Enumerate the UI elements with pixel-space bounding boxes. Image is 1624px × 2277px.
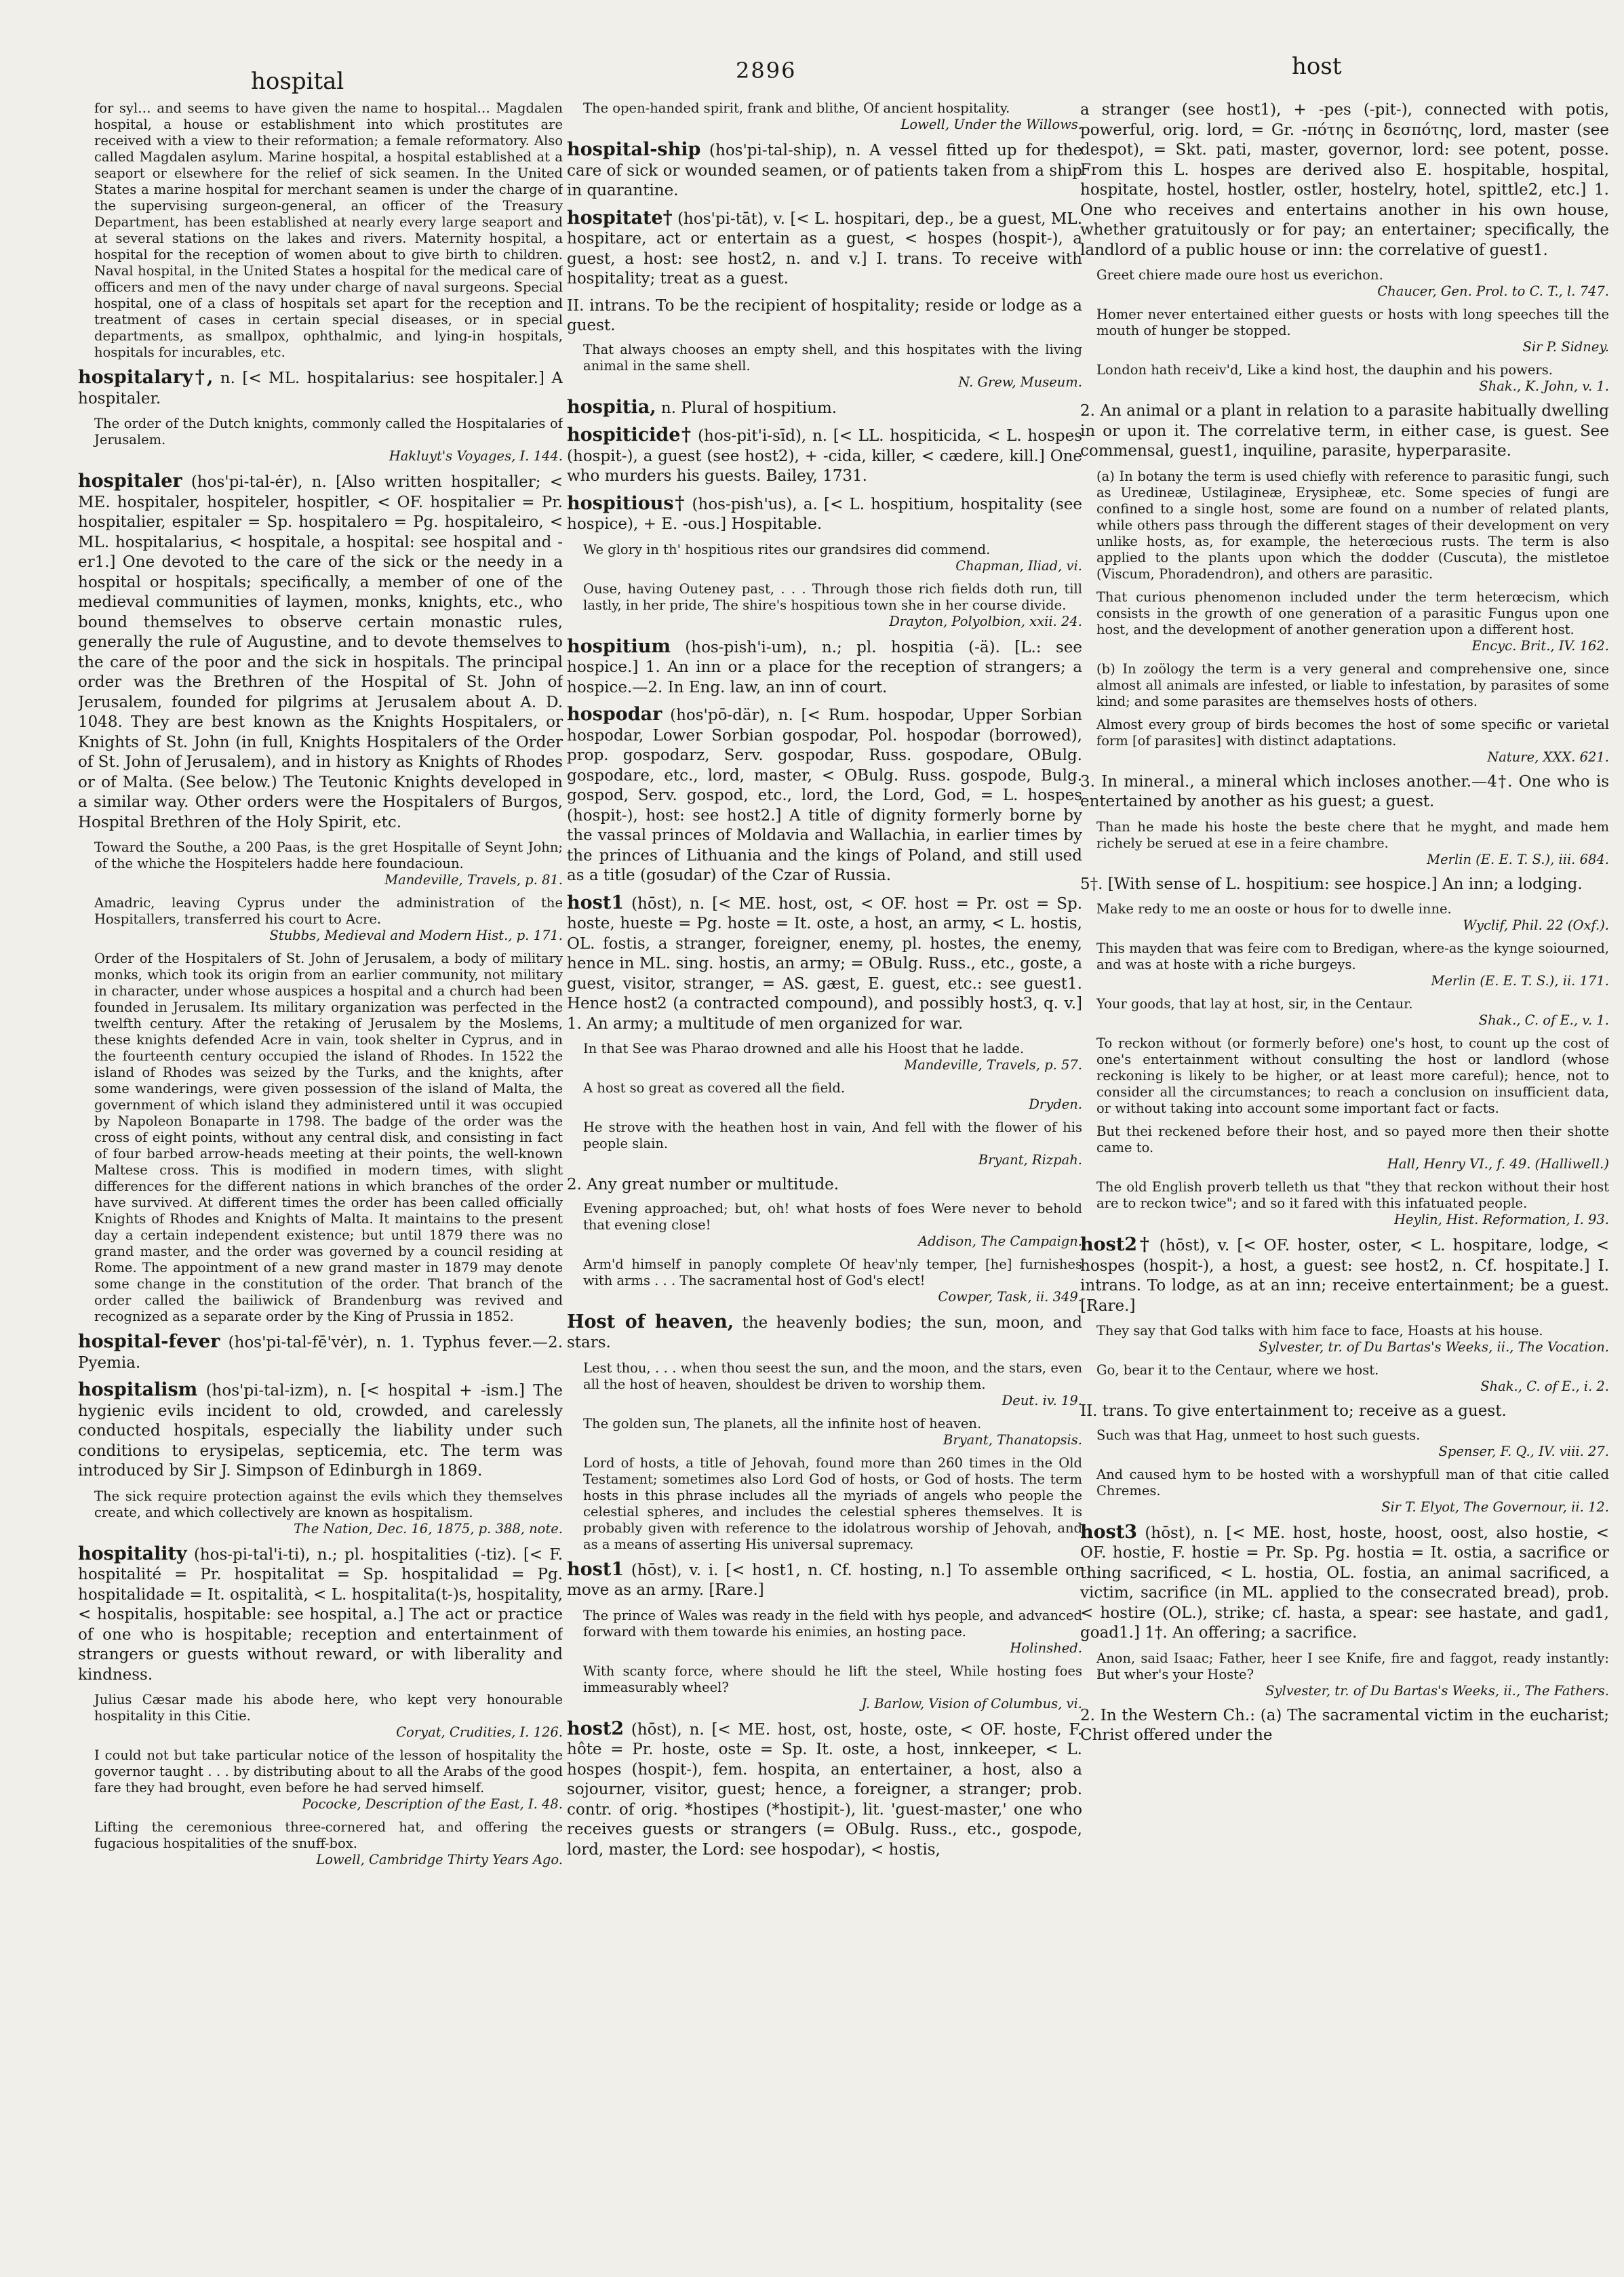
definition-text: n. [< ML. hospitalarius: see hospitaler.] A hospitaler. — [78, 370, 563, 408]
dictionary-entry — [567, 1312, 1082, 1353]
citation-quote — [1096, 362, 1609, 395]
quote-text: Toward the Southe, a 200 Paas, is the gret Hospitalle of Seynt John; of the whiche the Hospitelers hadde here foundacioun. — [94, 839, 563, 871]
citation-quote — [1096, 1124, 1609, 1172]
quote-text: Lifting the ceremonious three-cornered hat, and offering the fugacious hospitalities of the snuff-box. — [94, 1819, 563, 1851]
quote-text: The golden sun, The planets, all the infinite host of heaven. — [583, 1415, 982, 1431]
quote-text: Your goods, that lay at host, sir, in the Centaur. — [1096, 996, 1413, 1012]
quote-text: To reckon without (or formerly before) one's host, to count up the cost of one's entertainment without consulting the host or landlord (whose reckoning is likely to be higher, or at least more careful); hence, not to consider all the circumstances; to reach a conclusion on insufficient data, or without taking into account some important fact or facts. — [1096, 1035, 1609, 1116]
quote-text: Evening approached; but, oh! what hosts of foes Were never to behold that evening close! — [583, 1200, 1082, 1233]
quote-text: The old English proverb telleth us that "they that reckon without their host are to reckon twice"; and so it fared with this infatuated people. — [1096, 1179, 1609, 1211]
note-paragraph — [94, 895, 563, 944]
citation-source: Shak., C. of E., i. 2. — [1480, 1379, 1609, 1394]
note-paragraph — [94, 1747, 563, 1813]
quote-text: A host so great as covered all the field. — [583, 1080, 846, 1096]
dictionary-entry — [78, 1544, 563, 1686]
quote-text: Arm'd himself in panoply complete Of heav'nly temper, [he] furnishes with arms . . . The sacramental host of God's elect! — [583, 1256, 1082, 1288]
dictionary-entry — [567, 140, 1082, 201]
headword: Host of heaven, — [567, 1311, 734, 1332]
quote-text: Anon, said Isaac; Father, heer I see Knife, fire and faggot, ready instantly: But wher's your Hoste? — [1096, 1650, 1609, 1682]
definition-text: (hos'pi-tal-ėr), n. [Also written hospitaller; < ME. hospitaler, hospiteler, hospitler, < OF. hospitalier = Pr. hospitalier, espitaler = Sp. hospitalero = Pg. hospitaleiro, < ML. hospitalarius, < hospitale, a hospital: see hospital and -er1.] One devoted to the care of the sick or the needy in a hospital or hospitals; specifically, a member of one of the medieval communities of laymen, monks, knights, etc., who bound themselves to observe certain monastic rules, generally the rule of Augustine, and to devote themselves to the care of the poor and the sick in hospitals. The principal order was the Brethren of the Hospital of St. John of Jerusalem, founded for pilgrims at Jerusalem about A. D. 1048. They are best known as the Knights Hospitalers, or Knights of St. John (in full, Knights Hospitalers of the Order of St. John of Jerusalem), and in history as Knights of Rhodes or of Malta. (See below.) The Teutonic Knights developed in a similar way. Other orders were the Hospitalers of Burgos, Hospital Brethren of the Holy Spirit, etc. — [78, 473, 563, 831]
citation-quote — [583, 581, 1082, 630]
note-paragraph — [1096, 717, 1609, 766]
note-paragraph — [94, 1488, 563, 1537]
definition-sense: II. trans. To give entertainment to; receive as a guest. — [1080, 1402, 1507, 1420]
dictionary-entry — [1080, 1706, 1609, 1746]
dictionary-entry — [1080, 875, 1609, 895]
citation-quote — [583, 1080, 1082, 1113]
citation-source: Lowell, Cambridge Thirty Years Ago. — [316, 1852, 563, 1867]
citation-source: Encyc. Brit., IV. 162. — [1471, 637, 1609, 654]
citation-source: Mandeville, Travels, p. 81. — [384, 872, 563, 888]
citation-source: Shak., K. John, v. 1. — [1479, 378, 1609, 394]
quote-text: The open-handed spirit, frank and blithe, Of ancient hospitality. — [583, 100, 1010, 116]
definition-text: (hos'pi-tāt), v. [< L. hospitari, dep., be a guest, ML. hospitare, act or entertain as a guest, < hospes (hospit-), a guest, a host: see host2, n. and v.] I. trans. To receive with hospitality; treat as a guest. — [567, 210, 1082, 288]
definition-text: (hos'pi-tal-izm), n. [< hospital + -ism.] The hygienic evils incident to old, crowded, and carelessly conducted hospitals, especially the liability under such conditions to erysipelas, septicemia, etc. The term was introduced by Sir J. Simpson of Edinburgh in 1869. — [78, 1382, 563, 1480]
definition-text: (hōst), n. [< ME. host, ost, < OF. host = Pr. ost = Sp. hoste, hueste = Pg. hoste = It. oste, a host, an army, < L. hostis, OL. fostis, a stranger, foreigner, enemy, pl. hostes, the enemy, hence in ML. sing. hostis, an army; = OBulg. Russ., etc., goste, a guest, visitor, stranger, = AS. gæst, E. guest, etc.: see guest1. Hence host2 (a contracted compound), and possibly host3, q. v.] 1. An army; a multitude of men organized for war. — [567, 894, 1082, 1033]
citation-quote — [583, 1416, 1082, 1448]
citation-source: The Nation, Dec. 16, 1875, p. 388, note. — [294, 1520, 563, 1537]
quote-text: With scanty force, where should he lift the steel, While hosting foes immeasurably wheel? — [583, 1663, 1082, 1695]
citation-source: Lowell, Under the Willows. — [900, 117, 1082, 132]
note-paragraph — [94, 951, 563, 1325]
citation-source: Deut. iv. 19. — [1002, 1392, 1082, 1408]
citation-source: Spenser, F. Q., IV. viii. 27. — [1438, 1443, 1609, 1459]
dictionary-entry — [567, 705, 1082, 886]
dictionary-entry — [567, 1719, 1082, 1861]
definition-text: (hos-pish'i-um), n.; pl. hospitia (-ä). [L.: see hospice.] 1. An inn or a place for the reception of strangers; a hospice.—2. In Eng. law, an inn of court. — [567, 638, 1082, 696]
dictionary-entry — [78, 471, 563, 833]
note-paragraph — [94, 100, 563, 361]
citation-quote — [583, 342, 1082, 391]
note-paragraph — [1096, 469, 1609, 582]
quote-text: They say that God talks with him face to face, Hoasts at his house. — [1096, 1323, 1543, 1339]
definition-text: the heavenly bodies; the sun, moon, and stars. — [567, 1313, 1082, 1351]
note-paragraph — [94, 416, 563, 464]
citation-source: Holinshed. — [1010, 1640, 1082, 1656]
definition-text: (hos-pit'i-sīd), n. [< LL. hospiticida, < L. hospes (hospit-), a guest (see host2), + -cida, killer, < cædere, kill.] One who murders his guests. Bailey, 1731. — [567, 427, 1082, 485]
citation-quote — [1096, 819, 1609, 868]
headword: hospital-ship — [567, 139, 701, 160]
dictionary-entry — [1080, 401, 1609, 462]
headword: hospiticide† — [567, 424, 692, 446]
citation-source: Chaucer, Gen. Prol. to C. T., l. 747. — [1377, 283, 1609, 299]
headword: host1 — [567, 1558, 625, 1580]
citation-quote — [583, 100, 1082, 133]
citation-source: Chapman, Iliad, vi. — [955, 557, 1082, 574]
quote-text: We glory in th' hospitious rites our grandsires did commend. — [583, 541, 991, 557]
definition-text: (hos'pi-tal-ship), n. A vessel fitted up for the care of sick or wounded seamen, or of patients taken from a ship in quarantine. — [567, 142, 1082, 199]
definition-sense: 2. Any great number or multitude. — [567, 1176, 839, 1193]
citation-quote — [583, 1041, 1082, 1073]
citation-quote — [1096, 306, 1609, 355]
citation-source: Wyclif, Phil. 22 (Oxf.). — [1463, 917, 1609, 933]
citation-source: Nature, XXX. 621. — [1487, 749, 1609, 765]
dictionary-entry — [78, 1332, 563, 1373]
definition-text: (hos-pish'us), a. [< L. hospitium, hospitality (see hospice), + E. -ous.] Hospitable. — [567, 495, 1082, 533]
headword: host2 — [567, 1718, 625, 1739]
note-paragraph — [1096, 661, 1609, 710]
definition-text: (hos'pō-där), n. [< Rum. hospodar, Upper Sorbian hospodar, Lower Sorbian gospodar, Pol. hospodar (borrowed), prop. gospodarz, Serv. gospodar, Russ. gospodare, OBulg. gospodare, etc., lord, master, < OBulg. Russ. gospode, Bulg. gospod, Serv. gospod, etc., lord, the Lord, God, = L. hospes (hospit-), host: see host2.] A title of dignity formerly borne by the vassal princes of Moldavia and Wallachia, in earlier times by the princes of Lithuania and the kings of Poland, and still used as a title (gosudar) of the Czar of Russia. — [567, 707, 1082, 884]
citation-source: Heylin, Hist. Reformation, I. 93. — [1394, 1212, 1609, 1227]
headword: hospodar — [567, 704, 662, 725]
definition-text: (hōst), n. [< ME. host, hoste, hoost, oost, also hostie, < OF. hostie, F. hostie = Pr. Sp. Pg. hostia = It. ostia, a sacrifice or thing sacrificed, < L. hostia, OL. fostia, an animal sacrificed, a victim, sacrifice (in ML. applied to the consecrated bread), prob. < hostire (OL.), strike; cf. hasta, a spear: see hastate, and gad1, goad1.] 1†. An offering; a sacrifice. — [1080, 1524, 1609, 1642]
quote-text: The prince of Wales was ready in the field with hys people, and advanced forward with them towarde his enimies, an hosting pace. — [583, 1607, 1082, 1640]
citation-quote — [583, 1663, 1082, 1712]
citation-source: Bryant, Rizpah. — [978, 1152, 1082, 1168]
note-paragraph — [583, 1455, 1082, 1553]
quote-text: Lest thou, . . . when thou seest the sun, and the moon, and the stars, even all the host of heaven, shouldest be driven to worship them. — [583, 1360, 1082, 1392]
dictionary-entry — [78, 1380, 563, 1482]
definition-text: (hōst), v. i. [< host1, n. Cf. hosting, n.] To assemble or move as an army. [Rare.] — [567, 1561, 1082, 1599]
citation-source: Hakluyt's Voyages, I. 144. — [389, 448, 563, 464]
note-paragraph — [94, 1692, 563, 1741]
column-left — [78, 100, 563, 2263]
citation-source: Shak., C. of E., v. 1. — [1478, 1012, 1609, 1028]
citation-quote — [1096, 1179, 1609, 1228]
quote-text: In that See was Pharao drowned and alle his Hoost that he ladde. — [583, 1041, 1025, 1056]
headword: hospitia, — [567, 396, 656, 418]
quote-text: The sick require protection against the evils which they themselves create, and which collectively are known as hospitalism. — [94, 1488, 563, 1520]
citation-source: Sir P. Sidney. — [1522, 339, 1609, 355]
dictionary-entry — [567, 208, 1082, 290]
quote-text: And caused hym to be hosted with a worshypfull man of that citie called Chremes. — [1096, 1466, 1609, 1499]
headword: host1 — [567, 892, 625, 913]
quote-text: Homer never entertained either guests or hosts with long speeches till the mouth of hunger be stopped. — [1096, 306, 1609, 338]
headword: hospitaler — [78, 471, 182, 492]
citation-quote — [583, 542, 1082, 574]
citation-quote — [583, 1120, 1082, 1168]
quote-text: Order of the Hospitalers of St. John of Jerusalem, a body of military monks, which took its origin from an earlier community, not military in character, under whose auspices a hospital and a church had been founded in Jerusalem. Its military organization was perfected in the twelfth century. After the retaking of Jerusalem by the Moslems, these knights defended Acre in vain, took shelter in Cyprus, and in the fourteenth century occupied the island of Rhodes. In 1522 the island of Rhodes was seized by the Turks, and the knights, after some wanderings, were given possession of the island of Malta, the government of which island they administered until it was occupied by Napoleon Bonaparte in 1798. The badge of the order was the cross of eight points, without any central disk, and consisting in fact of four barbed arrow-heads meeting at their points, the well-known Maltese cross. This is modified in modern times, with slight differences for the different nations in which branches of the order have survived. At different times the order has been called officially Knights of Rhodes and Knights of Malta. It maintains to the present day a certain independent existence; but until 1879 there was no grand master, and the order was governed by a council residing at Rome. The appointment of a new grand master in 1879 may denote some change in the constitution of the order. That branch of the order called the bailiwick of Brandenburg was revived and recognized as a separate order by the King of Prussia in 1852. — [94, 951, 563, 1324]
definition-text: n. Plural of hospitium. — [660, 399, 837, 417]
quote-text: Ouse, having Outeney past, . . . Through those rich fields doth run, till lastly, in her pride, The shire's hospitious town she in her course divide. — [583, 580, 1082, 613]
quote-text: But thei reckened before their host, and so payed more then their shotte came to. — [1096, 1124, 1609, 1155]
definition-text: 2. In the Western Ch.: (a) The sacramental victim in the eucharist; Christ offered under the — [1080, 1706, 1609, 1744]
citation-source: N. Grew, Museum. — [958, 374, 1082, 390]
citation-source: Dryden. — [1029, 1096, 1082, 1112]
citation-quote — [583, 1256, 1082, 1305]
dictionary-entry — [1080, 772, 1609, 812]
dictionary-entry — [1080, 1235, 1609, 1316]
headword: hospitality — [78, 1543, 187, 1564]
citation-source: Addison, The Campaign. — [918, 1233, 1082, 1249]
definition-text: 2. An animal or a plant in relation to a parasite habitually dwelling in or upon it. The correlative term, in either case, is guest. See commensal, guest1, inquiline, parasite, hyperparasite. — [1080, 402, 1609, 460]
note-paragraph — [1096, 1035, 1609, 1117]
citation-quote — [1096, 1650, 1609, 1699]
quote-text: (a) In botany the term is used chiefly with reference to parasitic fungi, such as Uredineæ, Ustilagineæ, Erysipheæ, etc. Some species of fungi are confined to a single host, some are found on a number of related plants, while others pass through the different stages of their development on very unlike hosts, as, for example, the heterœcious rusts. The term is also applied to the plants upon which the dodder (Cuscuta), the mistletoe (Viscum, Phoradendron), and others are parasitic. — [1096, 468, 1609, 582]
dictionary-entry — [567, 637, 1082, 698]
citation-source: Sir T. Elyot, The Governour, ii. 12. — [1381, 1499, 1609, 1515]
headword: hospital-fever — [78, 1331, 220, 1352]
citation-quote — [1096, 1362, 1609, 1395]
citation-quote — [583, 1360, 1082, 1409]
definition-sense: II. intrans. To be the recipient of hospitality; reside or lodge as a guest. — [567, 296, 1082, 334]
citation-source: Coryat, Crudities, I. 126. — [396, 1724, 563, 1740]
page-number: 2896 — [736, 58, 797, 83]
citation-quote — [1096, 1323, 1609, 1355]
dictionary-entry — [567, 425, 1082, 487]
headword: host3 — [1080, 1521, 1138, 1543]
dictionary-entry — [567, 893, 1082, 1035]
dictionary-entry — [567, 397, 1082, 419]
headword: hospitious† — [567, 492, 686, 514]
headword: hospitium — [567, 635, 671, 657]
citation-quote — [1096, 267, 1609, 300]
citation-source: Mandeville, Travels, p. 57. — [904, 1057, 1082, 1073]
quote-text: This mayden that was feire com to Bredigan, where-as the kynge soiourned, and was at hoste with a riche burgeys. — [1096, 941, 1609, 972]
definition-text: (hos-pi-tal'i-ti), n.; pl. hospitalities (-tiz). [< F. hospitalité = Pr. hospitalitat = Sp. hospitalidad = Pg. hospitalidade = It. ospitalità, < L. hospitalita(t-)s, hospitality, < hospitalis, hospitable: see hospital, a.] The act or practice of one who is hospitable; reception and entertainment of strangers or guests without reward, or with liberality and kindness. — [78, 1545, 563, 1684]
quote-text: (b) In zoölogy the term is a very general and comprehensive one, since almost all animals are infested, or liable to infestation, by parasites of some kind; and some parasites are themselves hosts of others. — [1096, 660, 1609, 709]
citation-source: Merlin (E. E. T. S.), ii. 171. — [1431, 973, 1609, 989]
quote-text: The order of the Dutch knights, commonly called the Hospitalaries of Jerusalem. — [94, 416, 563, 448]
headword: hospitalary†, — [78, 367, 214, 388]
dictionary-entry — [567, 1560, 1082, 1601]
headword: host2† — [1080, 1234, 1152, 1255]
citation-source: Merlin (E. E. T. S.), iii. 684. — [1427, 851, 1609, 867]
quote-text: Lord of hosts, a title of Jehovah, found more than 260 times in the Old Testament; sometimes also Lord God of hosts, or God of hosts. The term hosts in this phrase includes all the myriads of angels who people the celestial spheres, and includes the celestial spheres themselves. It is probably given with reference to the idolatrous worship of Jehovah, and as a means of asserting His universal supremacy. — [583, 1454, 1082, 1552]
definition-text: 5†. [With sense of L. hospitium: see hospice.] An inn; a lodging. — [1080, 875, 1583, 893]
note-paragraph — [1096, 589, 1609, 654]
note-paragraph — [94, 1819, 563, 1868]
citation-source: Hall, Henry VI., f. 49. (Halliwell.) — [1387, 1156, 1609, 1172]
column-right — [1080, 100, 1609, 2263]
definition-text: a stranger (see host1), + -pes (-pit-), connected with potis, powerful, orig. lord, = Gr. -πότης in δεσπότης, lord, master (see despot), = Skt. pati, master, governor, lord: see potent, posse. From this L. hospes are derived also E. hospitable, hospital, hospitate, hostel, hostler, ostler, hostelry, hotel, spittle2, etc.] 1. One who receives and entertains another in his own house, whether gratuitously or for pay; an entertainer; specifically, the landlord of a public house or inn: the correlative of guest1. — [1080, 101, 1609, 259]
citation-source: Bryant, Thanatopsis. — [943, 1431, 1082, 1448]
citation-source: Sylvester, tr. of Du Bartas's Weeks, ii., The Vocation. — [1259, 1339, 1609, 1355]
quote-text: Go, bear it to the Centaur, where we host. — [1096, 1362, 1379, 1378]
citation-quote — [583, 1201, 1082, 1250]
definition-text: (hos'pi-tal-fē'vėr), n. 1. Typhus fever.—2. Pyemia. — [78, 1334, 563, 1372]
quote-text: Greet chiere made oure host us everichon. — [1096, 267, 1383, 283]
citation-quote — [1096, 1467, 1609, 1516]
citation-quote — [1096, 941, 1609, 989]
quote-text: Almost every group of birds becomes the host of some specific or varietal form [of parasites] with distinct adaptations. — [1096, 716, 1609, 749]
quote-text: Than he made his hoste the beste chere that he myght, and made hem richely be serued at ese in a feire chambre. — [1096, 818, 1609, 851]
definition-text: (hōst), v. [< OF. hoster, oster, < L. hospitare, lodge, < hospes (hospit-), a host, a guest: see host2, n. Cf. hospitate.] I. intrans. To lodge, as at an inn; receive entertainment; be a guest. [Rare.] — [1080, 1237, 1609, 1315]
dictionary-entry — [567, 494, 1082, 535]
citation-source: Cowper, Task, ii. 349. — [938, 1288, 1082, 1305]
citation-quote — [583, 1608, 1082, 1657]
column-middle — [567, 100, 1082, 2263]
dictionary-entry — [1080, 1522, 1609, 1644]
citation-source: Pococke, Description of the East, I. 48. — [302, 1796, 563, 1812]
citation-source: Sylvester, tr. of Du Bartas's Weeks, ii., The Fathers. — [1265, 1682, 1609, 1699]
definition-text: (hōst), n. [< ME. host, ost, hoste, oste, < OF. hoste, F. hôte = Pr. hoste, oste = Sp. It. oste, a host, innkeeper, < L. hospes (hospit-), fem. hospita, an entertainer, a host, also a sojourner, visitor, guest; hence, a foreigner, a stranger; prob. contr. of orig. *hostipes (*hostipit-), lit. 'guest-master,' one who receives guests or strangers (= OBulg. Russ., etc., gospode, lord, master, the Lord: see hospodar), < hostis, — [567, 1720, 1082, 1859]
definition-text: 3. In mineral., a mineral which incloses another.—4†. One who is entertained by another as his guest; a guest. — [1080, 772, 1609, 810]
citation-source: Drayton, Polyolbion, xxii. 24. — [889, 613, 1082, 629]
citation-quote — [1096, 996, 1609, 1029]
running-head-left: hospital — [251, 68, 344, 95]
quote-text: That curious phenomenon included under the term heterœcism, which consists in the growth of one generation of a parasitic Fungus upon one host, and the development of another generation upon a different host. — [1096, 589, 1609, 637]
quote-text: I could not but take particular notice of the lesson of hospitality the governor taught . . . by distributing about to all the Arabs of the good fare they had brought, even before he had served himself. — [94, 1747, 563, 1796]
citation-source: Stubbs, Medieval and Modern Hist., p. 171. — [269, 928, 563, 943]
quote-text: London hath receiv'd, Like a kind host, the dauphin and his powers. — [1096, 362, 1553, 378]
dictionary-entry — [1080, 100, 1609, 260]
quote-text: Amadric, leaving Cyprus under the administration of the Hospitallers, transferred his court to Acre. — [94, 895, 563, 927]
quote-text: He strove with the heathen host in vain, And fell with the flower of his people slain. — [583, 1120, 1082, 1151]
quote-text: That always chooses an empty shell, and this hospitates with the living animal in the same shell. — [583, 341, 1082, 374]
citation-quote — [1096, 901, 1609, 934]
note-paragraph — [94, 839, 563, 888]
page-header — [0, 0, 1624, 95]
citation-source: J. Barlow, Vision of Columbus, vi. — [861, 1695, 1082, 1711]
dictionary-entry — [78, 368, 563, 409]
quote-text: Such was that Hag, unmeet to host such guests. — [1096, 1427, 1421, 1443]
headword: hospitate† — [567, 207, 673, 229]
headword: hospitalism — [78, 1379, 198, 1400]
running-head-right: host — [1292, 53, 1342, 80]
citation-quote — [1096, 1427, 1609, 1460]
quote-text: Make redy to me an ooste or hous for to dwelle inne. — [1096, 901, 1452, 917]
quote-text: Julius Cæsar made his abode here, who kept very honourable hospitality in this Citie. — [94, 1692, 563, 1724]
quote-text: for syl… and seems to have given the name to hospital… Magdalen hospital, a house or establishment into which prostitutes are received with a view to their reformation; a female reformatory. Also called Magdalen asylum. Marine hospital, a hospital established at a seaport or elsewhere for the relief of sick seamen. In the United States a marine hospital for merchant seamen is under the charge of the supervising surgeon-general, an officer of the Treasury Department, has been established at nearly every large seaport and at several stations on the lakes and rivers. Maternity hospital, a hospital for the reception of women about to give birth to children. Naval hospital, in the United States a hospital for the medical care of officers and men of the navy under charge of naval surgeons. Special hospital, one of a class of hospitals set apart for the reception and treatment of cases in certain special diseases, or in special departments, as smallpox, ophthalmic, and lying-in hospitals, hospitals for incurables, etc. — [94, 100, 563, 360]
